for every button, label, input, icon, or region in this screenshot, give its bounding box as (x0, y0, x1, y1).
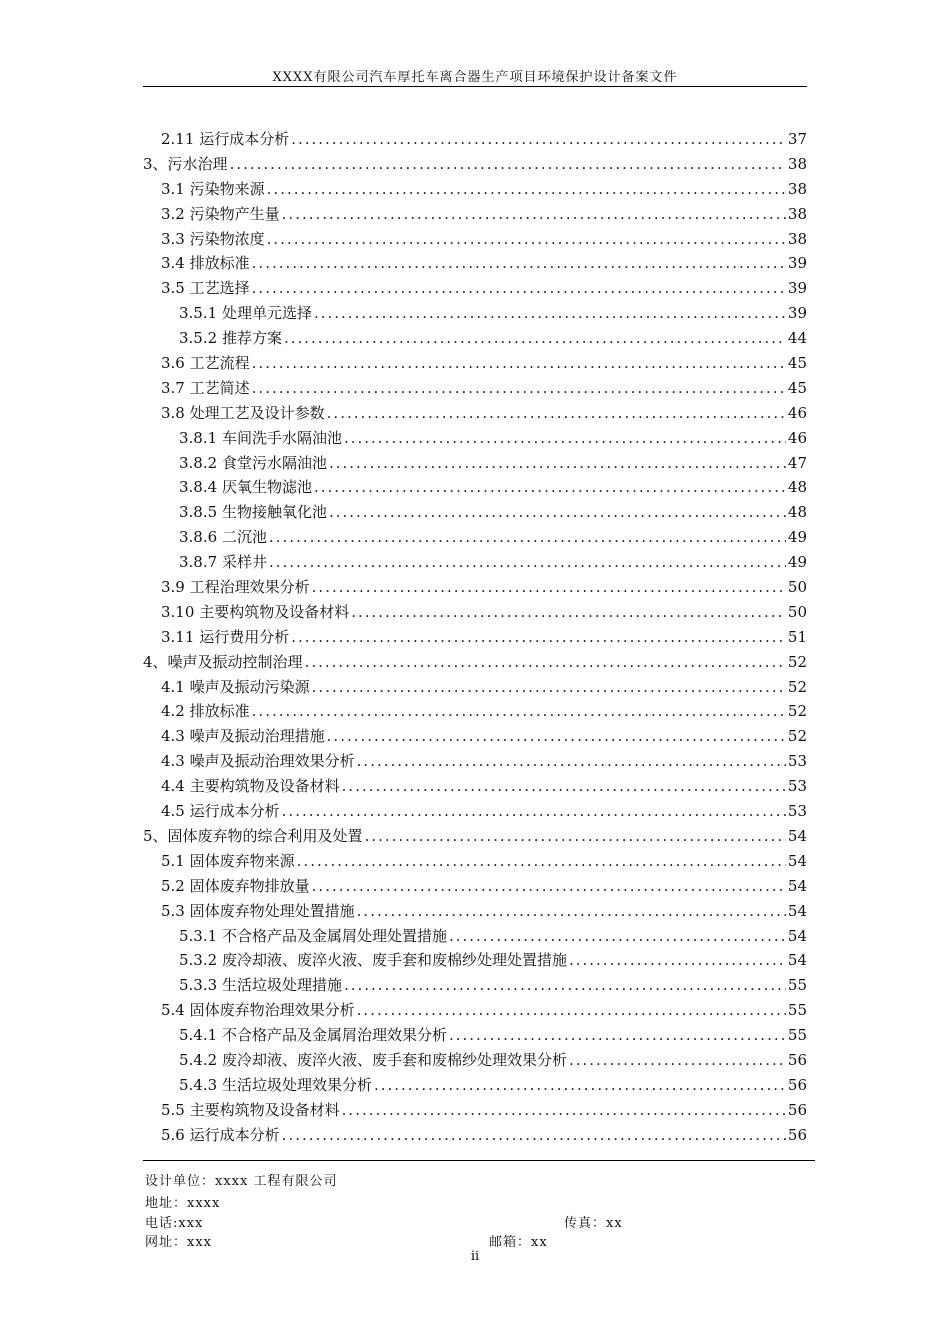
footer-website: 网址：xxx (145, 1235, 212, 1250)
toc-entry-label: 运行费用分析 (199, 627, 290, 646)
toc-entry-title (161, 774, 340, 799)
toc-entry-number: 3.8.5 (179, 503, 218, 522)
toc-entry-page: 52 (787, 677, 807, 696)
toc-dot-leader (297, 849, 786, 874)
toc-entry-title (161, 1123, 280, 1148)
toc-dot-leader (269, 525, 786, 550)
toc-entry-page: 47 (787, 453, 807, 472)
toc-entry-number: 4.4 (161, 777, 185, 796)
toc-entry-title (179, 948, 567, 973)
toc-entry-title (161, 749, 355, 774)
toc-entry-label: 固体废弃物处理处置措施 (189, 901, 355, 920)
toc-entry-page: 55 (787, 1026, 807, 1045)
toc-entry-label: 处理工艺及设计参数 (189, 403, 325, 422)
toc-dot-leader (327, 401, 786, 426)
toc-entry-page: 37 (787, 130, 807, 148)
toc-entry-title (179, 1048, 567, 1073)
toc-entry[interactable] (143, 1048, 807, 1073)
toc-entry-label: 固体废弃物来源 (189, 851, 295, 870)
toc-entry-label: 固体废弃物的综合利用及处置 (167, 826, 363, 845)
toc-entry[interactable] (143, 376, 807, 401)
toc-entry-title (143, 650, 303, 675)
toc-entry[interactable] (143, 227, 807, 252)
toc-dot-leader (357, 998, 786, 1023)
toc-entry-number: 3.1 (161, 179, 185, 198)
toc-entry-title (179, 301, 312, 326)
toc-entry[interactable] (143, 899, 807, 924)
toc-entry-page: 54 (787, 926, 807, 945)
toc-entry-number: 4.1 (161, 677, 185, 696)
toc-entry-number: 5.4.2 (179, 1050, 218, 1069)
toc-entry[interactable] (143, 451, 807, 476)
toc-entry-number: 5、 (143, 826, 168, 845)
toc-entry-page: 44 (787, 329, 807, 348)
toc-entry-number: 4.3 (161, 752, 185, 771)
toc-entry-title (161, 575, 310, 600)
toc-entry-title (179, 426, 342, 451)
toc-entry-title (161, 874, 310, 899)
toc-entry-page: 39 (787, 254, 807, 273)
toc-entry-number: 5.6 (161, 1125, 185, 1144)
toc-entry-page: 48 (787, 478, 807, 497)
toc-entry-page: 50 (787, 578, 807, 597)
toc-entry-title (161, 724, 325, 749)
toc-entry-label: 生活垃圾处理效果分析 (221, 1075, 372, 1094)
toc-dot-leader (314, 301, 786, 326)
toc-entry[interactable] (143, 500, 807, 525)
toc-entry[interactable] (143, 401, 807, 426)
toc-entry-label: 推荐方案 (221, 329, 282, 348)
toc-entry-number: 2.11 (161, 130, 195, 148)
toc-entry-label: 噪声及振动控制治理 (167, 652, 303, 671)
toc-entry-page: 54 (787, 851, 807, 870)
toc-entry-label: 厌氧生物滤池 (221, 478, 312, 497)
toc-entry[interactable] (143, 724, 807, 749)
toc-entry-number: 3.8.7 (179, 553, 218, 572)
toc-entry[interactable] (143, 326, 807, 351)
toc-entry[interactable] (143, 973, 807, 998)
toc-entry-number: 5.4.3 (179, 1075, 218, 1094)
toc-entry-number: 5.3.3 (179, 976, 218, 995)
toc-entry[interactable] (143, 874, 807, 899)
toc-entry-title (143, 152, 228, 177)
toc-entry-title (179, 326, 282, 351)
toc-dot-leader (282, 202, 786, 227)
toc-entry-title (179, 973, 342, 998)
toc-entry-title (161, 276, 250, 301)
toc-dot-leader (449, 924, 786, 949)
toc-dot-leader (329, 451, 786, 476)
toc-dot-leader (291, 625, 786, 650)
toc-entry-page: 55 (787, 1001, 807, 1020)
toc-entry-title (161, 675, 310, 700)
toc-entry-label: 生活垃圾处理措施 (221, 976, 342, 995)
toc-entry[interactable] (143, 1098, 807, 1123)
toc-dot-leader (252, 276, 786, 301)
toc-entry-page: 53 (787, 752, 807, 771)
toc-entry[interactable] (143, 948, 807, 973)
toc-entry[interactable] (143, 152, 807, 177)
toc-entry-page: 39 (787, 279, 807, 298)
toc-entry-label: 不合格产品及金属屑治理效果分析 (221, 1026, 447, 1045)
toc-entry-number: 5.4 (161, 1001, 185, 1020)
toc-entry[interactable] (143, 1073, 807, 1098)
toc-entry-number: 4.2 (161, 702, 185, 721)
toc-entry-title (161, 351, 250, 376)
toc-entry-page: 54 (787, 826, 807, 845)
toc-entry-page: 54 (787, 951, 807, 970)
toc-entry-page: 53 (787, 777, 807, 796)
toc-entry-page: 49 (787, 553, 807, 572)
toc-entry-label: 排放标准 (189, 254, 250, 273)
toc-entry[interactable] (143, 824, 807, 849)
toc-entry-label: 不合格产品及金属屑处理处置措施 (221, 926, 447, 945)
toc-entry-label: 食堂污水隔油池 (221, 453, 327, 472)
toc-dot-leader (569, 1048, 786, 1073)
toc-entry-page: 38 (787, 179, 807, 198)
toc-dot-leader (252, 376, 786, 401)
toc-entry-page: 54 (787, 876, 807, 895)
toc-dot-leader (252, 251, 786, 276)
toc-entry-label: 采样井 (221, 553, 267, 572)
toc-entry[interactable] (143, 177, 807, 202)
toc-dot-leader (344, 426, 786, 451)
toc-entry-page: 38 (787, 204, 807, 223)
toc-entry[interactable] (143, 924, 807, 949)
toc-entry[interactable] (143, 276, 807, 301)
toc-entry-title (161, 625, 289, 650)
toc-entry[interactable] (143, 251, 807, 276)
toc-entry-label: 污水治理 (167, 154, 228, 173)
toc-entry-label: 主要构筑物及设备材料 (199, 602, 350, 621)
toc-entry[interactable] (143, 301, 807, 326)
toc-entry-page: 50 (787, 602, 807, 621)
toc-entry-page: 56 (787, 1125, 807, 1144)
toc-entry-number: 3.7 (161, 378, 185, 397)
toc-entry-page: 56 (787, 1075, 807, 1094)
toc-entry-number: 5.3.1 (179, 926, 218, 945)
toc-entry-number: 3.4 (161, 254, 185, 273)
toc-entry-number: 5.2 (161, 876, 185, 895)
toc-entry-page: 46 (787, 403, 807, 422)
toc-entry-page: 56 (787, 1100, 807, 1119)
toc-entry[interactable] (143, 749, 807, 774)
toc-entry[interactable] (143, 799, 807, 824)
toc-entry-label: 噪声及振动治理效果分析 (189, 752, 355, 771)
toc-entry-label: 运行成本分析 (189, 1125, 280, 1144)
toc-entry-number: 3.5.2 (179, 329, 218, 348)
toc-dot-leader (267, 177, 786, 202)
toc-dot-leader (312, 874, 786, 899)
toc-dot-leader (449, 1023, 786, 1048)
toc-entry-title (161, 1098, 340, 1123)
footer-address: 地址：xxxx (145, 1196, 221, 1211)
toc-entry-title (179, 924, 447, 949)
toc-entry[interactable] (143, 600, 807, 625)
toc-entry-number: 5.3.2 (179, 951, 218, 970)
toc-entry-page: 48 (787, 503, 807, 522)
toc-dot-leader (252, 699, 786, 724)
toc-entry-page: 51 (787, 627, 807, 646)
toc-entry-title (161, 600, 349, 625)
toc-entry-page: 52 (787, 727, 807, 746)
toc-dot-leader (269, 550, 786, 575)
toc-entry-number: 3.8.6 (179, 528, 218, 547)
toc-entry-label: 废冷却液、废淬火液、废手套和废棉纱处理处置措施 (221, 951, 567, 970)
toc-entry[interactable] (143, 127, 807, 152)
toc-entry-title (161, 251, 250, 276)
toc-entry-number: 5.3 (161, 901, 185, 920)
toc-entry-label: 工程治理效果分析 (189, 578, 310, 597)
toc-entry[interactable] (143, 650, 807, 675)
toc-entry-number: 3.6 (161, 354, 185, 373)
toc-entry-number: 3.11 (161, 627, 195, 646)
toc-entry[interactable] (143, 475, 807, 500)
toc-entry[interactable] (143, 351, 807, 376)
toc-entry-title (161, 177, 265, 202)
toc-entry[interactable] (143, 575, 807, 600)
page-number: ii (470, 1249, 480, 1264)
toc-entry-label: 工艺选择 (189, 279, 250, 298)
toc-entry-number: 3、 (143, 154, 168, 173)
toc-entry-number: 4.5 (161, 802, 185, 821)
toc-entry[interactable] (143, 525, 807, 550)
toc-dot-leader (344, 973, 786, 998)
toc-entry-label: 排放标准 (189, 702, 250, 721)
toc-entry-label: 运行成本分析 (199, 130, 290, 148)
toc-entry-number: 5.1 (161, 851, 185, 870)
toc-dot-leader (312, 575, 786, 600)
toc-entry[interactable] (143, 426, 807, 451)
toc-dot-leader (252, 351, 786, 376)
toc-dot-leader (342, 1098, 786, 1123)
toc-entry-label: 生物接触氧化池 (221, 503, 327, 522)
toc-entry-title (161, 127, 289, 152)
toc-entry-title (179, 1073, 372, 1098)
toc-entry[interactable] (143, 202, 807, 227)
toc-entry-number: 3.9 (161, 578, 185, 597)
toc-entry-page: 45 (787, 354, 807, 373)
toc-entry-number: 3.8 (161, 403, 185, 422)
toc-dot-leader (282, 1123, 786, 1148)
toc-entry[interactable] (143, 699, 807, 724)
toc-entry-label: 废冷却液、废淬火液、废手套和废棉纱处理效果分析 (221, 1050, 567, 1069)
toc-dot-leader (230, 152, 786, 177)
toc-dot-leader (291, 127, 786, 152)
toc-entry-page: 45 (787, 378, 807, 397)
toc-entry-number: 5.5 (161, 1100, 185, 1119)
toc-entry-title (161, 799, 280, 824)
toc-entry-number: 4、 (143, 652, 168, 671)
toc-entry-title (179, 550, 267, 575)
toc-entry-title (179, 525, 267, 550)
toc-entry-label: 固体废弃物排放量 (189, 876, 310, 895)
toc-entry-page: 46 (787, 428, 807, 447)
footer-divider (143, 1160, 815, 1161)
toc-dot-leader (374, 1073, 786, 1098)
toc-entry-title (161, 998, 355, 1023)
toc-entry-title (161, 376, 250, 401)
toc-entry-label: 车间洗手水隔油池 (221, 428, 342, 447)
footer-fax: 传真：xx (564, 1216, 623, 1231)
toc-entry-title (161, 202, 280, 227)
toc-entry-label: 污染物浓度 (189, 229, 265, 248)
toc-entry-label: 二沉池 (221, 528, 267, 547)
toc-entry-page: 49 (787, 528, 807, 547)
toc-entry-page: 54 (787, 901, 807, 920)
toc-entry-title (161, 849, 295, 874)
toc-entry-label: 污染物产生量 (189, 204, 280, 223)
toc-entry[interactable] (143, 1123, 807, 1148)
toc-entry-page: 38 (787, 229, 807, 248)
toc-dot-leader (357, 749, 786, 774)
toc-dot-leader (314, 475, 786, 500)
toc-dot-leader (305, 650, 786, 675)
toc-entry[interactable] (143, 1023, 807, 1048)
toc-dot-leader (312, 675, 786, 700)
toc-dot-leader (327, 724, 786, 749)
toc-entry-page: 52 (787, 702, 807, 721)
footer-email: 邮箱：xx (489, 1235, 548, 1250)
toc-entry-title (179, 475, 312, 500)
toc-entry-label: 噪声及振动治理措施 (189, 727, 325, 746)
toc-entry-number: 3.8.4 (179, 478, 218, 497)
toc-entry-label: 固体废弃物治理效果分析 (189, 1001, 355, 1020)
toc-entry-number: 3.5.1 (179, 304, 218, 323)
toc-entry-title (161, 401, 325, 426)
toc-entry-label: 工艺流程 (189, 354, 250, 373)
toc-entry-number: 3.8.1 (179, 428, 218, 447)
document-header-title: XXXX有限公司汽车厚托车离合器生产项目环境保护设计备案文件 (272, 70, 678, 85)
toc-entry-page: 56 (787, 1050, 807, 1069)
toc-entry-number: 4.3 (161, 727, 185, 746)
toc-entry-page: 55 (787, 976, 807, 995)
table-of-contents (143, 127, 807, 1148)
toc-entry-title (161, 899, 355, 924)
toc-entry-page: 38 (787, 154, 807, 173)
toc-entry-number: 3.10 (161, 602, 195, 621)
toc-entry-label: 噪声及振动污染源 (189, 677, 310, 696)
toc-entry[interactable] (143, 550, 807, 575)
toc-dot-leader (284, 326, 786, 351)
toc-entry[interactable] (143, 849, 807, 874)
toc-entry-page: 39 (787, 304, 807, 323)
toc-entry-label: 处理单元选择 (221, 304, 312, 323)
toc-entry[interactable] (143, 774, 807, 799)
toc-entry[interactable] (143, 998, 807, 1023)
toc-entry-title (143, 824, 363, 849)
toc-entry-number: 3.5 (161, 279, 185, 298)
toc-dot-leader (282, 799, 786, 824)
toc-entry-page: 52 (787, 652, 807, 671)
toc-dot-leader (329, 500, 786, 525)
toc-entry-label: 运行成本分析 (189, 802, 280, 821)
toc-entry-number: 5.4.1 (179, 1026, 218, 1045)
footer-phone: 电话:xxx (145, 1216, 204, 1231)
toc-entry-label: 主要构筑物及设备材料 (189, 777, 340, 796)
toc-dot-leader (342, 774, 786, 799)
toc-entry-title (161, 699, 250, 724)
header-divider (143, 86, 807, 87)
toc-entry-title (179, 500, 327, 525)
toc-dot-leader (357, 899, 786, 924)
toc-entry-label: 主要构筑物及设备材料 (189, 1100, 340, 1119)
toc-dot-leader (351, 600, 786, 625)
footer-design-unit: 设计单位：xxxx 工程有限公司 (145, 1174, 338, 1189)
toc-entry-title (179, 451, 327, 476)
toc-entry-page: 53 (787, 802, 807, 821)
toc-dot-leader (569, 948, 786, 973)
toc-entry[interactable] (143, 625, 807, 650)
toc-entry-title (161, 227, 265, 252)
toc-entry-label: 污染物来源 (189, 179, 265, 198)
toc-entry-number: 3.2 (161, 204, 185, 223)
toc-entry[interactable] (143, 675, 807, 700)
toc-dot-leader (365, 824, 786, 849)
toc-dot-leader (267, 227, 786, 252)
toc-entry-title (179, 1023, 447, 1048)
toc-entry-number: 3.3 (161, 229, 185, 248)
toc-entry-number: 3.8.2 (179, 453, 218, 472)
toc-entry-label: 工艺简述 (189, 378, 250, 397)
